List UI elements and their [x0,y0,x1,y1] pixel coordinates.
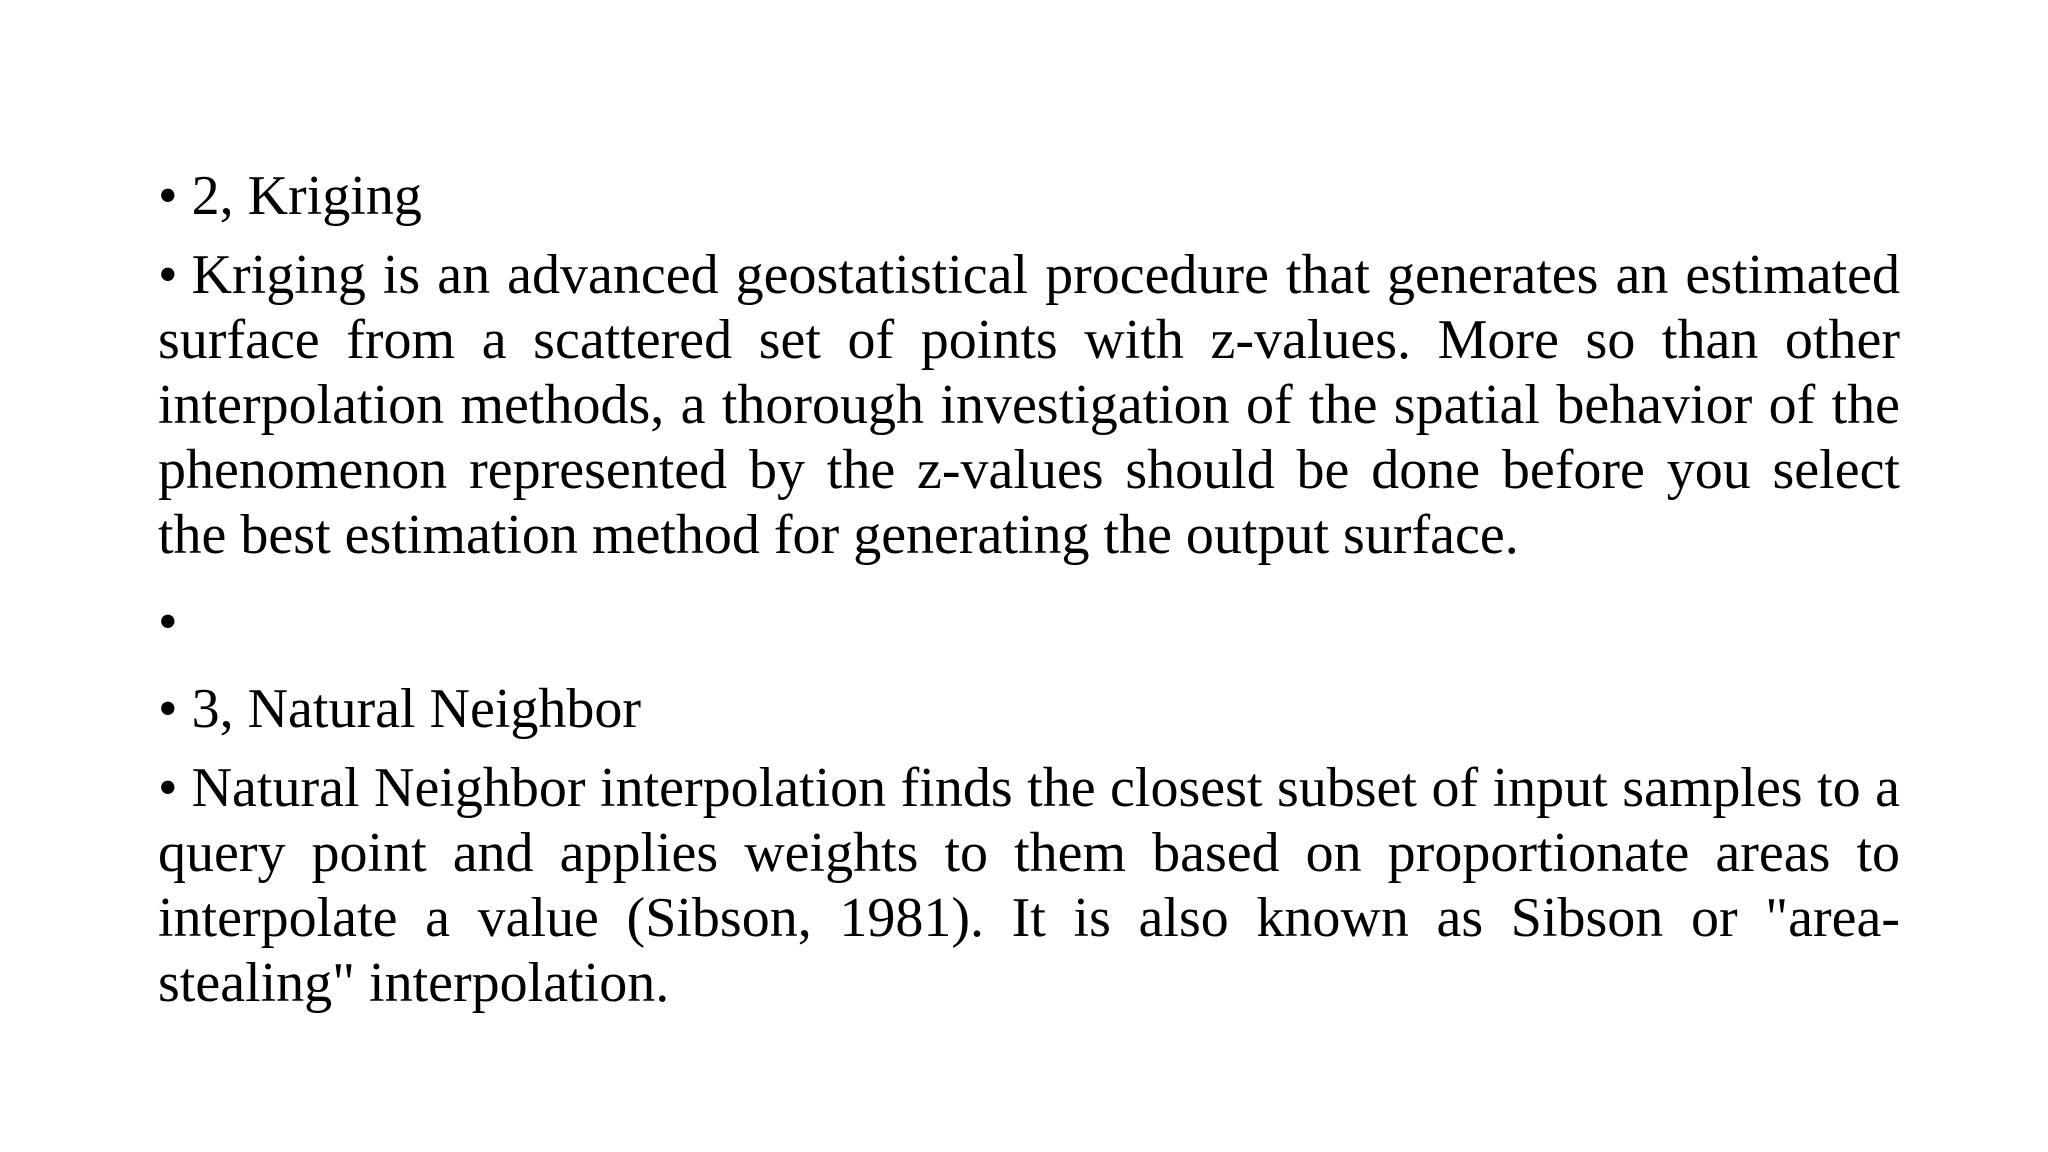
bullet-item-kriging-description [158,243,1900,568]
bullet-icon: • [158,678,178,740]
bullet-item-natural-neighbor-heading [158,677,1900,742]
bullet-text: Natural Neighbor interpolation finds the closest subset of input samples to a query point and applies weights to them based on proportionate areas to interpolate a value (Sibson, 1981). It is also known as Sibson or "area-stealing" interpolation. [158,757,1900,1014]
bullet-icon: • [158,244,178,306]
bullet-text: 2, Kriging [191,165,422,227]
bullet-item-empty [158,590,1900,655]
bullet-icon: • [158,165,178,227]
bullet-item-natural-neighbor-description [158,756,1900,1016]
bullet-text: Kriging is an advanced geostatistical procedure that generates an estimated surface from a scattered set of points with z-values. More so than other interpolation methods, a thorough investigation of the spatial behavior of the phenomenon represented by the z-values should be done before you select the best estimation method for generating the output surface. [158,244,1900,566]
bullet-list [158,164,1900,1016]
bullet-text: 3, Natural Neighbor [191,678,642,740]
bullet-item-kriging-heading [158,164,1900,229]
bullet-icon: • [158,591,178,653]
bullet-icon: • [158,757,178,819]
